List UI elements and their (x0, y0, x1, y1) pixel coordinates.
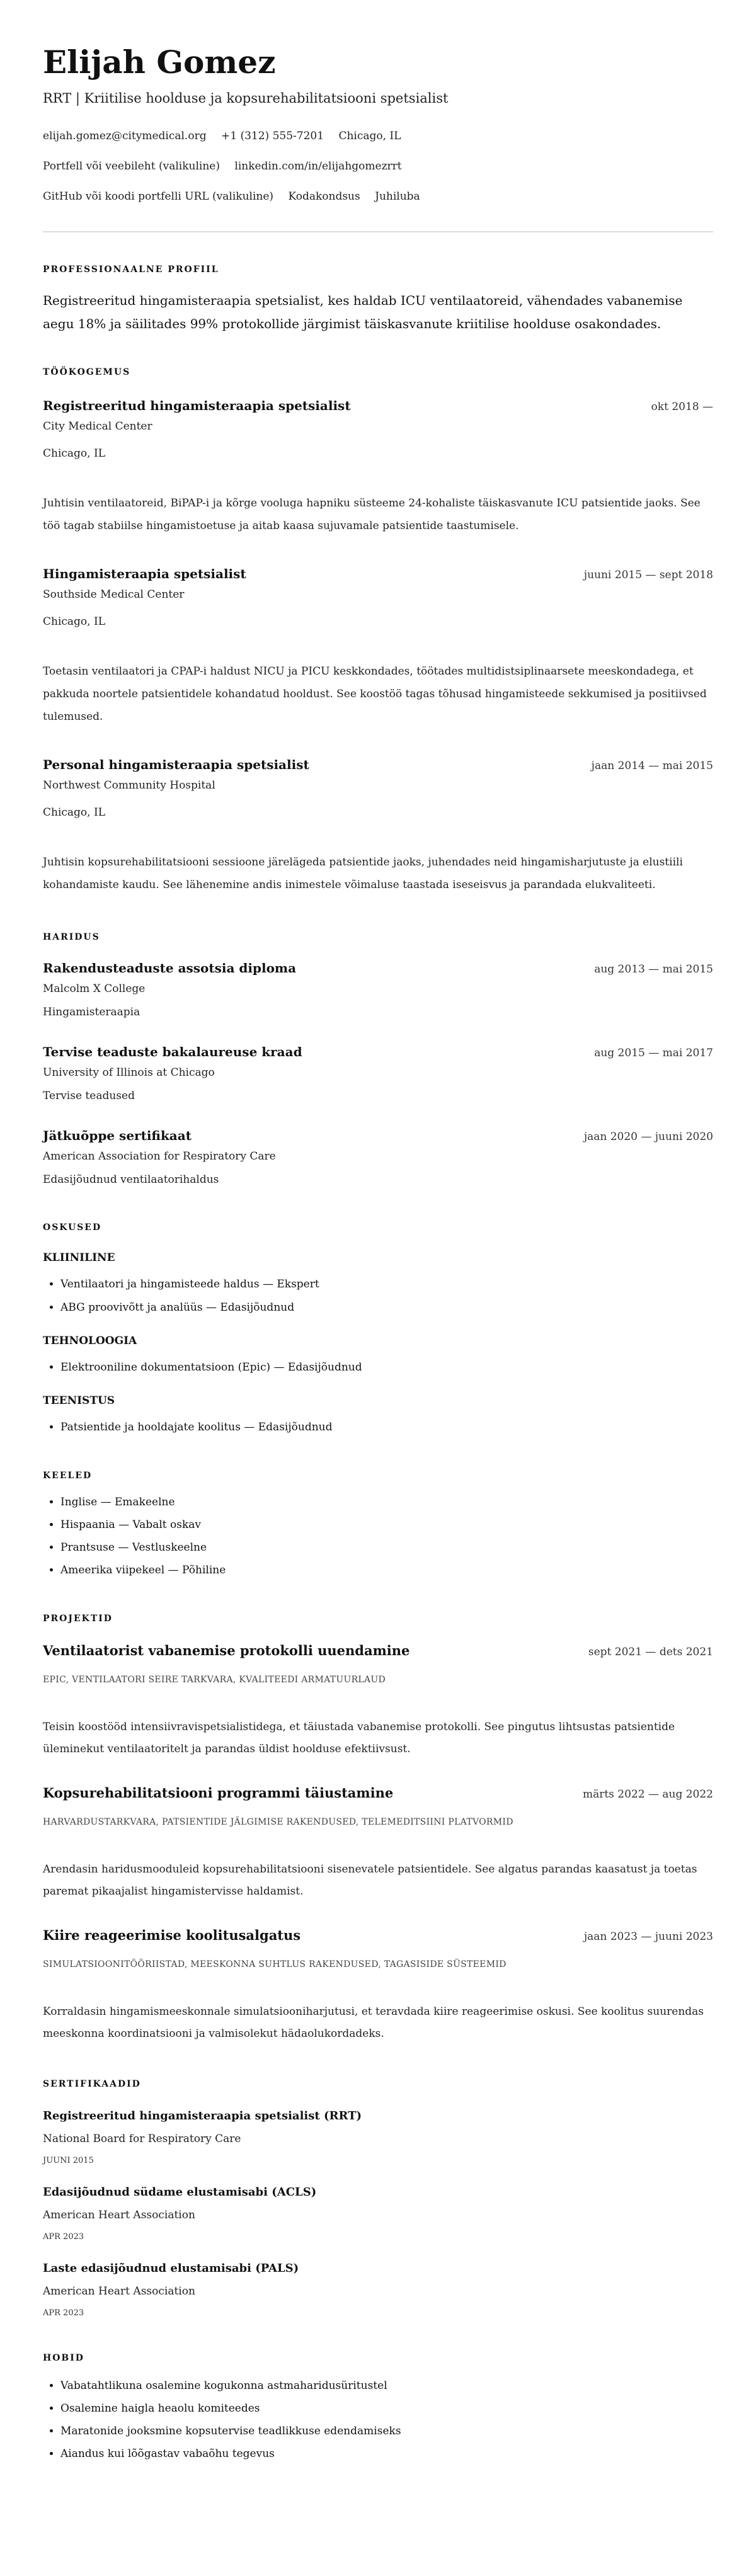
job-dates: jaan 2014 — mai 2015 (591, 760, 713, 772)
degree-title: Jätkuõppe sertifikaat (43, 1128, 192, 1143)
job-company: Southside Medical Center (43, 588, 185, 601)
job-title: Hingamisteraapia spetsialist (43, 566, 246, 581)
contact-row (43, 121, 713, 151)
language-item: • Prantsuse — Vestluskeelne (60, 1536, 713, 1559)
certification-title: Laste edasijõudnud elustamisabi (PALS) (43, 2262, 299, 2275)
github-placeholder: GitHub või koodi portfelli URL (valikuline) (43, 190, 274, 203)
project-technologies: SIMULATSIOONITÖÖRIISTAD, MEESKONNA SUHTLUS RAKENDUSED, TAGASISIDE SÜSTEEMID (43, 1959, 507, 1969)
section-heading: PROJEKTID (43, 1614, 113, 1624)
project-title: Kiire reageerimise koolitusalgatus (43, 1927, 301, 1943)
skill-group-heading: KLIINILINE (43, 1251, 115, 1264)
project-description: Arendasin haridusmooduleid kopsurehabilitatsiooni sisenevatele patsientidele. See algatus parandas kaasatust ja toetas paremat pikaajalist hingamistervisse haldamist. (43, 1863, 697, 1898)
skill-list (43, 1356, 713, 1379)
education-section (43, 931, 713, 1187)
project-header (43, 1784, 713, 1802)
field-of-study: Tervise teadused (43, 1090, 135, 1102)
project-header (43, 1927, 713, 1944)
certification-entry (43, 2185, 713, 2243)
job-header (43, 397, 713, 414)
section-heading: OSKUSED (43, 1222, 102, 1233)
contact-row (43, 181, 713, 212)
education-entry (43, 959, 713, 1020)
section-heading: SERTIFIKAADID (43, 2079, 141, 2089)
job-title: Personal hingamisteraapia spetsialist (43, 757, 309, 772)
language-item: • Inglise — Emakeelne (60, 1491, 713, 1513)
section-heading: KEELED (43, 1471, 93, 1481)
field-of-study: Edasijõudnud ventilaatorihaldus (43, 1173, 219, 1186)
skills-section (43, 1221, 713, 1439)
header-divider (43, 231, 713, 232)
languages-section (43, 1469, 713, 1582)
skill-group-heading: TEENISTUS (43, 1394, 115, 1407)
project-dates: sept 2021 — dets 2021 (588, 1646, 713, 1658)
section-heading: TÖÖKOGEMUS (43, 367, 131, 377)
skill-item: • ABG proovivõtt ja analüüs — Edasijõudnud (60, 1296, 713, 1319)
job-entry (43, 565, 713, 728)
project-entry (43, 1784, 713, 1903)
contact-info (43, 121, 713, 212)
degree-title: Tervise teaduste bakalaureuse kraad (43, 1044, 302, 1059)
skill-list (43, 1273, 713, 1319)
certification-date: APR 2023 (43, 2232, 84, 2242)
profile-section (43, 263, 713, 336)
degree-title: Rakendusteaduste assotsia diploma (43, 960, 297, 976)
job-header (43, 756, 713, 773)
certification-entry (43, 2109, 713, 2167)
education-header (43, 1127, 713, 1144)
hobbies-list (43, 2374, 713, 2465)
portfolio-placeholder: Portfell või veebileht (valikuline) (43, 160, 220, 173)
job-dates: okt 2018 — (651, 401, 713, 413)
project-description: Teisin koostööd intensiivravispetsialistidega, et täiustada vabanemise protokolli. See pingutus lihtsustas patsientide üleminekut ventilaatoritelt ja parandas üldist hoolduse efektiivsust. (43, 1721, 675, 1755)
job-location: Chicago, IL (43, 615, 105, 628)
job-description: Juhtisin kopsurehabilitatsiooni sessioone järelägeda patsientide jaoks, juhendades neid hingamisharjutuste ja elustiili kohandamiste kaudu. See lähenemine andis inimestele võimaluse taastada iseseisvus ja parandada elukvaliteeti. (43, 856, 683, 891)
job-location: Chicago, IL (43, 447, 105, 460)
job-title: Registreeritud hingamisteraapia spetsialist (43, 398, 351, 413)
project-description: Korraldasin hingamismeeskonnale simulatsiooniharjutusi, et teravdada kiire reageerimise oskusi. See koolitus suurendas meeskonna koordinatsiooni ja valmisolekut hädaolukordadeks. (43, 2005, 704, 2040)
school-name: University of Illinois at Chicago (43, 1066, 215, 1079)
skill-group-heading: TEHNOLOOGIA (43, 1335, 137, 1347)
hobby-item: • Vabatahtlikuna osalemine kogukonna astmaharidusüritustel (60, 2374, 713, 2397)
section-heading: HOBID (43, 2353, 84, 2363)
certification-issuer: National Board for Respiratory Care (43, 2133, 241, 2145)
skill-item: • Patsientide ja hooldajate koolitus — Edasijõudnud (60, 1416, 713, 1439)
experience-section (43, 366, 713, 896)
hobby-item: • Osalemine haigla heaolu komiteedes (60, 2397, 713, 2420)
languages-list (43, 1491, 713, 1582)
certification-date: JUUNI 2015 (43, 2156, 94, 2165)
location-text: Chicago, IL (338, 130, 401, 142)
section-heading: HARIDUS (43, 932, 100, 942)
job-header (43, 565, 713, 583)
education-header (43, 1043, 713, 1061)
job-dates: juuni 2015 — sept 2018 (583, 569, 713, 581)
project-dates: märts 2022 — aug 2022 (582, 1788, 713, 1801)
job-description: Toetasin ventilaatori ja CPAP-i haldust NICU ja PICU keskkondades, töötades multidistsiplinaarsete meeskondadega, et pakkuda noortele patsientidele kohandatud hooldust. See koostöö tagas tõhusad hingamisteede sekkumised ja positiivsed tulemused. (43, 665, 707, 723)
education-dates: aug 2015 — mai 2017 (594, 1047, 713, 1059)
certification-title: Edasijõudnud südame elustamisabi (ACLS) (43, 2186, 317, 2199)
skill-item: • Ventilaatori ja hingamisteede haldus — Ekspert (60, 1273, 713, 1296)
education-entry (43, 1043, 713, 1103)
candidate-subtitle: RRT | Kriitilise hoolduse ja kopsurehabilitatsiooni spetsialist (43, 91, 449, 106)
project-entry (43, 1927, 713, 2045)
contact-row (43, 151, 713, 181)
project-header (43, 1642, 713, 1660)
school-name: Malcolm X College (43, 983, 146, 995)
language-item: • Ameerika viipekeel — Põhiline (60, 1559, 713, 1582)
school-name: American Association for Respiratory Care (43, 1150, 276, 1163)
phone-text: +1 (312) 555-7201 (221, 130, 324, 142)
job-location: Chicago, IL (43, 806, 105, 819)
education-header (43, 959, 713, 977)
resume-header (43, 43, 713, 212)
project-entry (43, 1642, 713, 1760)
project-dates: jaan 2023 — juuni 2023 (583, 1930, 713, 1943)
education-entry (43, 1127, 713, 1187)
section-heading: PROFESSIONAALNE PROFIIL (43, 265, 219, 275)
hobby-item: • Maratonide jooksmine kopsutervise teadlikkuse edendamiseks (60, 2420, 713, 2442)
certifications-section (43, 2078, 713, 2319)
job-entry (43, 756, 713, 896)
profile-summary: Registreeritud hingamisteraapia spetsialist, kes haldab ICU ventilaatoreid, vähendades vabanemise aegu 18% ja säilitades 99% protokollide järgimist täiskasvanute kriitilise hoolduse osakondades. (43, 293, 683, 331)
certification-date: APR 2023 (43, 2308, 84, 2318)
citizenship-text: Kodakondsus (288, 190, 360, 203)
field-of-study: Hingamisteraapia (43, 1006, 140, 1018)
education-dates: aug 2013 — mai 2015 (594, 963, 713, 976)
certification-issuer: American Heart Association (43, 2285, 195, 2298)
project-technologies: EPIC, VENTILAATORI SEIRE TARKVARA, KVALITEEDI ARMATUURLAUD (43, 1675, 386, 1685)
project-technologies: HARVARDUSTARKVARA, PATSIENTIDE JÄLGIMISE RAKENDUSED, TELEMEDITSIINI PLATVORMID (43, 1817, 513, 1827)
projects-section (43, 1612, 713, 2045)
certification-entry (43, 2261, 713, 2319)
skill-item: • Elektrooniline dokumentatsioon (Epic) — Edasijõudnud (60, 1356, 713, 1379)
job-entry (43, 397, 713, 537)
candidate-name: Elijah Gomez (43, 43, 276, 81)
project-title: Ventilaatorist vabanemise protokolli uuendamine (43, 1643, 410, 1658)
linkedin-link[interactable]: linkedin.com/in/elijahgomezrrt (234, 160, 402, 173)
drivers-license-text: Juhiluba (375, 190, 420, 203)
certification-issuer: American Heart Association (43, 2209, 195, 2221)
job-company: City Medical Center (43, 420, 152, 433)
language-item: • Hispaania — Vabalt oskav (60, 1513, 713, 1536)
education-dates: jaan 2020 — juuni 2020 (583, 1131, 713, 1143)
certification-title: Registreeritud hingamisteraapia spetsialist (RRT) (43, 2109, 362, 2123)
skill-list (43, 1416, 713, 1439)
hobbies-section (43, 2352, 713, 2465)
job-company: Northwest Community Hospital (43, 779, 215, 792)
hobby-item: • Aiandus kui lõõgastav vabaõhu tegevus (60, 2442, 713, 2465)
email-link[interactable]: elijah.gomez@citymedical.org (43, 130, 207, 142)
project-title: Kopsurehabilitatsiooni programmi täiustamine (43, 1785, 394, 1801)
job-description: Juhtisin ventilaatoreid, BiPAP-i ja kõrge vooluga hapniku süsteeme 24-kohaliste täiskasvanute ICU patsientide jaoks. See töö tagab stabiilse hingamistoetuse ja aitab kaasa sujuvamale patsientide taastumisele. (43, 497, 701, 532)
